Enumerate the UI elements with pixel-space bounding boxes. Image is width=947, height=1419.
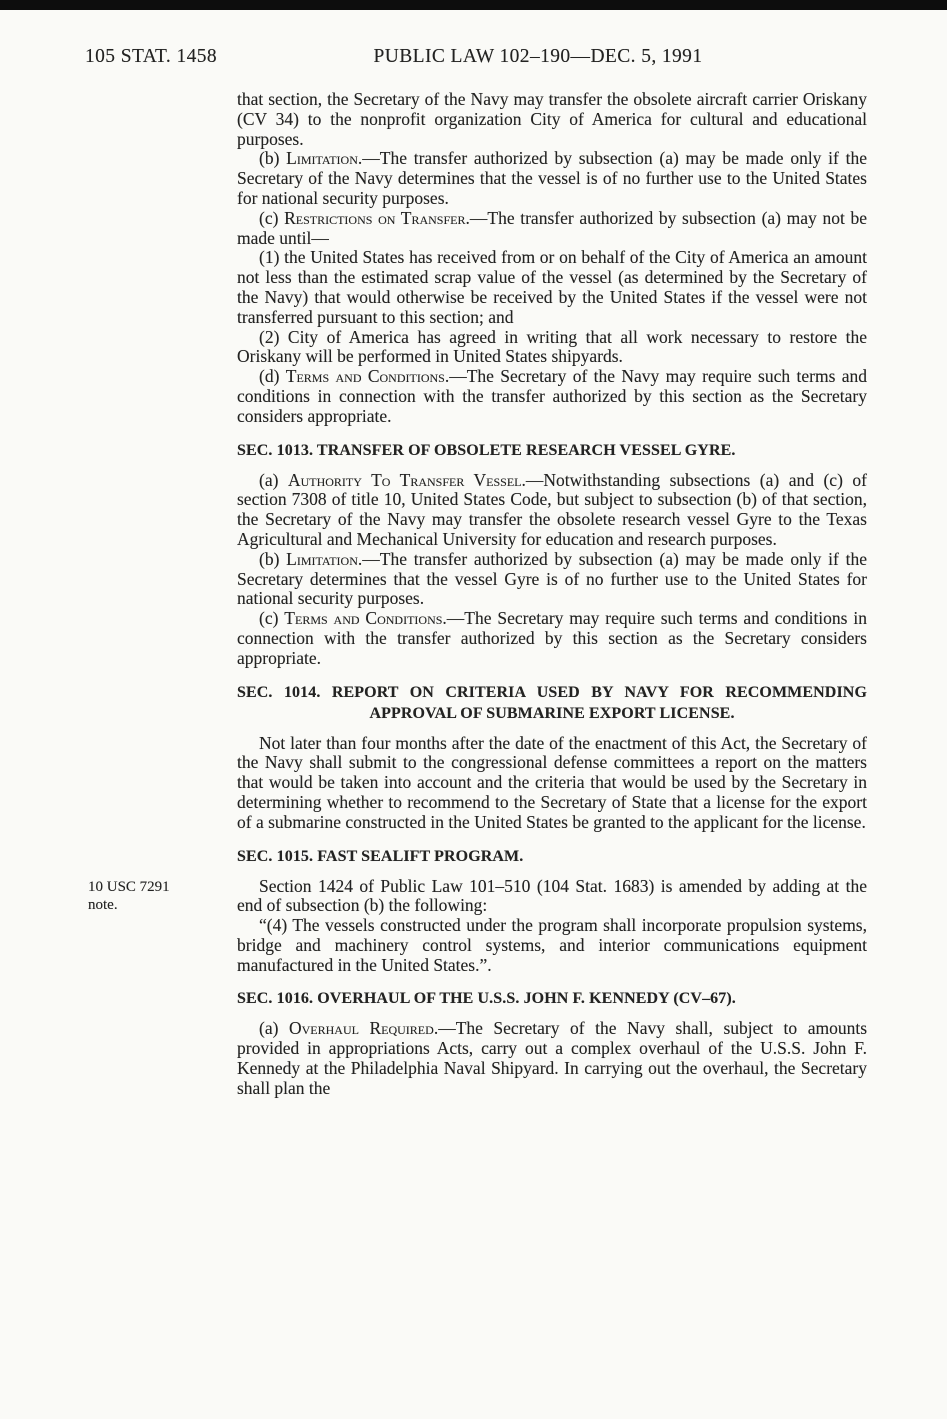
section-heading-line: APPROVAL OF SUBMARINE EXPORT LICENSE.: [369, 704, 735, 722]
small-caps-term: Limitation: [286, 548, 358, 569]
subsection-paragraph: [237, 248, 867, 327]
document-body: [88, 89, 868, 1099]
text-run: (b): [259, 548, 287, 569]
paragraph: [237, 550, 867, 609]
paragraph: [237, 149, 867, 208]
text-run: (c): [259, 608, 285, 629]
subsection-paragraph: [237, 328, 867, 368]
text-run: (a): [259, 469, 288, 490]
paragraph: [237, 471, 867, 550]
page-header: [0, 46, 947, 72]
small-caps-term: Restrictions on Transfer: [284, 207, 466, 228]
text-run: (d): [259, 366, 286, 387]
small-caps-term: Overhaul Required: [288, 1018, 434, 1039]
text-run: .—The Secretary may require such terms and conditions in connection with the transfer authorized by this section as the Secretary considers appropriate.: [237, 608, 867, 668]
text-run: .—The transfer authorized by subsection (a) may not be made until—: [237, 207, 867, 248]
margin-note: [88, 878, 228, 915]
section-heading-line: SEC. 1013. TRANSFER OF OBSOLETE RESEARCH VESSEL GYRE.: [237, 441, 736, 459]
text-run: .—The Secretary of the Navy shall, subject to amounts provided in appropriations Acts, carry out a complex overhaul of the U.S.S. John F. Kennedy at the Philadelphia Naval Shipyard. In carrying out the overhaul, the Secretary shall plan the: [237, 1018, 867, 1098]
text-run: Not later than four months after the date of the enactment of this Act, the Secretary of the Navy shall submit to the congressional defense committees a report on the matters that would be taken into account and the criteria that would be used by the Secretary in determining whether to recommend to the Secretary of State that a license for the export of a submarine constructed in the United States be granted to the applicant for the license.: [237, 732, 867, 832]
small-caps-term: Authority To Transfer Vessel: [287, 469, 522, 490]
paragraph: [237, 90, 867, 149]
small-caps-term: Limitation: [286, 148, 358, 169]
paragraph: [88, 875, 867, 917]
small-caps-term: Terms and Conditions: [284, 608, 443, 629]
scan-edge-bar: [0, 0, 947, 10]
section-heading: [237, 682, 867, 724]
text-run: Section 1424 of Public Law 101–510 (104 Stat. 1683) is amended by adding at the end of subsection (b) the following:: [237, 875, 867, 916]
text-run: (1) the United States has received from or on behalf of the City of America an amount not less than the estimated scrap value of the vessel (as determined by the Secretary of the Navy) that would otherwise be received by the United States if the vessel were not transferred pursuant to this section; and: [237, 247, 867, 327]
section-heading: [237, 440, 867, 461]
text-run: (a): [259, 1018, 289, 1039]
statute-page-number: 105 STAT. 1458: [85, 46, 218, 67]
text-run: (2) City of America has agreed in writing that all work necessary to restore the Oriskany will be performed in United States shipyards.: [237, 326, 867, 367]
text-run: “(4) The vessels constructed under the program shall incorporate propulsion systems, bridge and machinery control systems, and interior communications equipment manufactured in the United States.”.: [237, 915, 867, 975]
text-run: .—Notwithstanding subsections (a) and (c) of section 7308 of title 10, United States Code, but subject to subsection (b) of that section, the Secretary of the Navy may transfer the obsolete research vessel Gyre to the Texas Agricultural and Mechanical University for education and research purposes.: [237, 469, 867, 549]
margin-note-line: note.: [88, 897, 118, 913]
text-run: (c): [259, 207, 285, 228]
section-heading: [237, 846, 867, 867]
text-run: (b): [259, 148, 287, 169]
text-run: that section, the Secretary of the Navy may transfer the obsolete aircraft carrier Oriskany (CV 34) to the nonprofit organization City of America for cultural and educational purposes.: [237, 89, 867, 149]
section-heading-line: SEC. 1016. OVERHAUL OF THE U.S.S. JOHN F. KENNEDY (CV–67).: [237, 990, 736, 1008]
section-heading-line: SEC. 1015. FAST SEALIFT PROGRAM.: [237, 847, 524, 865]
text-run: .—The transfer authorized by subsection (a) may be made only if the Secretary of the Navy determines that the vessel is of no further use to the United States for national security purposes.: [237, 148, 867, 208]
subsection-paragraph: [237, 916, 867, 975]
paragraph: [237, 367, 867, 426]
paragraph: [237, 734, 867, 833]
paragraph: [237, 609, 867, 668]
margin-note-line: 10 USC 7291: [88, 878, 170, 895]
section-heading-line: SEC. 1014. REPORT ON CRITERIA USED BY NAVY FOR RECOMMENDING: [237, 683, 867, 701]
paragraph: [237, 1019, 867, 1098]
text-run: .—The transfer authorized by subsection (a) may be made only if the Secretary determines that the vessel Gyre is of no further use to the United States for national security purposes.: [237, 548, 867, 609]
paragraph: [237, 209, 867, 249]
section-heading: [237, 988, 867, 1009]
text-run: .—The Secretary of the Navy may require such terms and conditions in connection with the transfer authorized by this section as the Secretary considers appropriate.: [237, 366, 868, 426]
small-caps-term: Terms and Conditions: [285, 366, 445, 387]
running-head: PUBLIC LAW 102–190—DEC. 5, 1991: [373, 46, 703, 67]
